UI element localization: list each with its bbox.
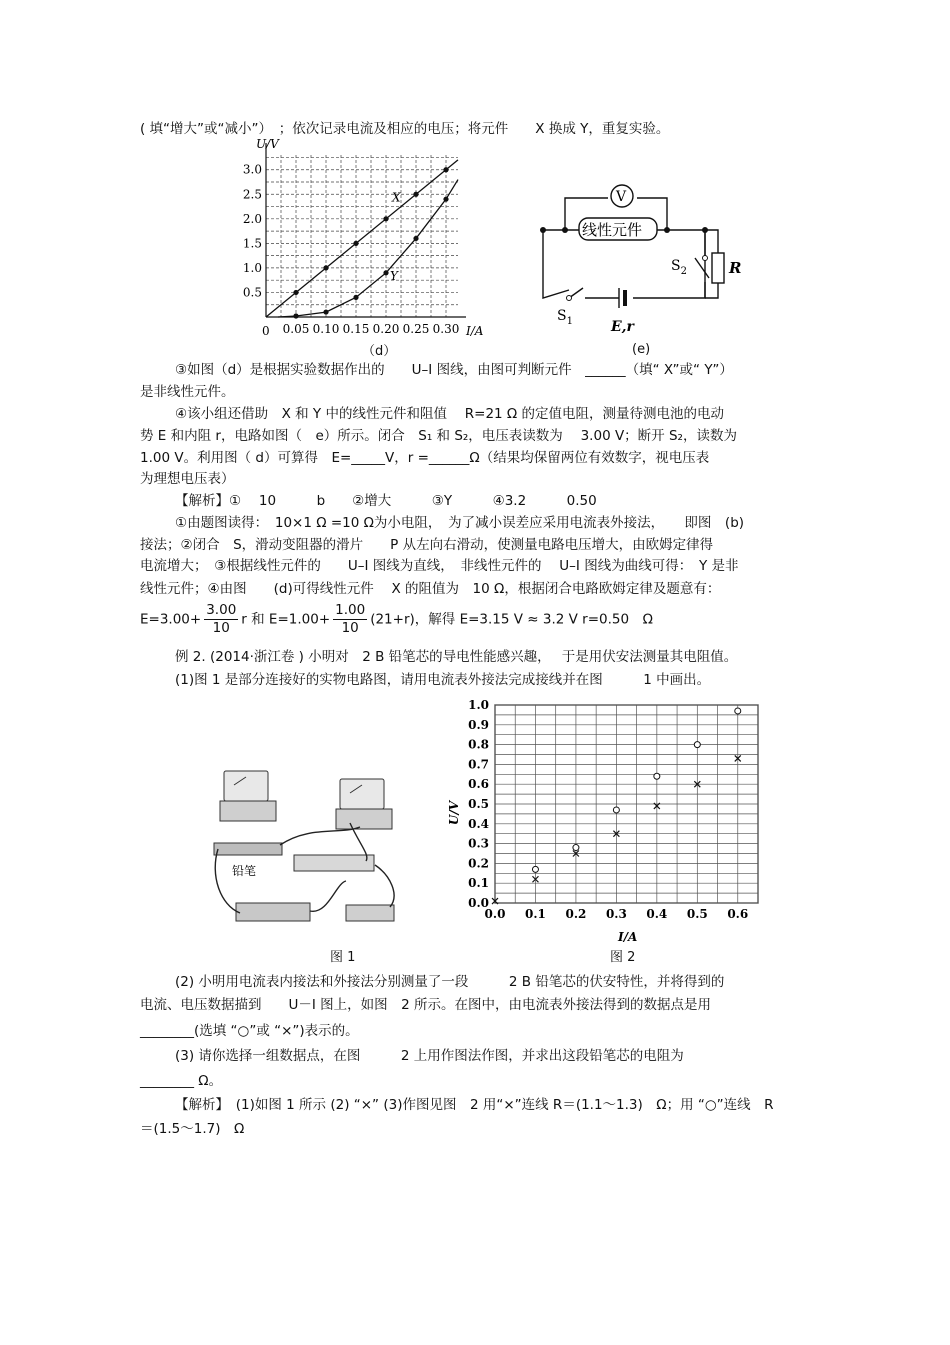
text-line: ③如图（d）是根据实验数据作出的 U–I 图线，由图可判断元件 ______（填“ X”或“ Y”）	[175, 362, 733, 378]
voltmeter-label: V	[616, 189, 627, 205]
text-line: 【解析】① 10 b ②增大 ③Y ④3.2 0.50	[175, 493, 597, 509]
chart-fig2-point-circle	[654, 773, 660, 779]
text-line: 线性元件；④由图 (d)可得线性元件 X 的阻值为 10 Ω，根据闭合电路欧姆定律及题意有：	[140, 581, 721, 597]
text-line: 为理想电压表）	[140, 471, 235, 487]
chart-fig2-xtick: 0.6	[727, 907, 749, 921]
chart-fig2	[440, 695, 770, 945]
text-line: 接法；②闭合 S，滑动变阻器的滑片 P 从左向右滑动，使测量电路电压增大，由欧姆定律得	[140, 537, 714, 553]
formula-part: r 和 E=1.00+	[241, 611, 331, 628]
s1-label: $S_1$	[557, 308, 573, 327]
chart-d-point-y	[353, 295, 358, 300]
text-line: 电流、电压数据描到 U－I 图上，如图 2 所示。在图中，由电流表外接法得到的数据点是用	[140, 997, 712, 1013]
chart-d-xtick: 0.10	[312, 322, 340, 336]
chart-d-point-x	[443, 167, 448, 172]
fraction-1: $\frac{3.00}{10}$	[206, 602, 237, 636]
text-line: 是非线性元件。	[140, 384, 235, 400]
caption-d: （d）	[362, 344, 397, 359]
chart-d-xlabel: I/A	[466, 324, 484, 338]
text-line: ________ Ω。	[140, 1073, 223, 1089]
chart-fig2-xtick: 0.1	[525, 907, 546, 921]
chart-fig2-ytick: 0.7	[468, 757, 489, 772]
element-label: 线性元件	[582, 221, 643, 239]
text-line: (1)图 1 是部分连接好的实物电路图，请用电流表外接法完成接线并在图 1 中画出。	[175, 672, 711, 688]
chart-d-ytick: 2.5	[242, 187, 262, 202]
chart-fig2-point-circle	[573, 845, 579, 851]
chart-fig2-xtick: 0.0	[484, 907, 506, 921]
chart-d-xtick: 0.30	[432, 322, 460, 336]
s2-label: $S_2$	[671, 258, 687, 277]
chart-fig2-xtick: 0.2	[565, 907, 587, 921]
chart-d-origin: 0	[262, 324, 270, 338]
chart-fig2-ytick: 0.3	[468, 836, 489, 851]
chart-d-ytick: 1.5	[242, 236, 262, 251]
text-line: 【解析】 (1)如图 1 所示 (2) “×” (3)作图见图 2 用“×”连线 R＝(1.1～1.3) Ω；用 “○”连线 R	[175, 1097, 774, 1113]
chart-d-point-x	[293, 290, 298, 295]
chart-fig2-xtick: 0.3	[605, 907, 627, 921]
chart-d-point-x	[413, 192, 418, 197]
chart-d-xtick: 0.15	[342, 322, 370, 336]
chart-d	[238, 135, 490, 340]
text-line: ④该小组还借助 X 和 Y 中的线性元件和阻值 R=21 Ω 的定值电阻，测量待测电池的电动	[175, 406, 725, 422]
figure-1-photo	[210, 765, 420, 930]
chart-fig2-ytick: 1.0	[468, 698, 489, 712]
chart-fig2-ytick: 0.2	[468, 856, 489, 871]
formula-part: E=3.00+	[140, 611, 202, 628]
text-line: ________(选填 “○”或 “×”)表示的。	[140, 1023, 359, 1039]
chart-fig2-xtick: 0.5	[686, 907, 708, 921]
circuit-e	[535, 178, 745, 333]
fraction-2: $\frac{1.00}{10}$	[335, 602, 366, 636]
chart-d-xtick: 0.20	[372, 322, 400, 336]
text-line: 例 2. (2014·浙江卷 ) 小明对 2 B 铅笔芯的导电性能感兴趣， 于是用伏安法测量其电阻值。	[175, 649, 738, 665]
chart-fig2-ytick: 0.0	[468, 896, 489, 910]
caption-fig2: 图 2	[610, 950, 636, 965]
text-line: 势 E 和内阻 r，电路如图（ e）所示。闭合 S₁ 和 S₂，电压表读数为 3.00 V；断开 S₂，读数为	[140, 428, 737, 444]
chart-fig2-point-circle	[613, 807, 619, 813]
chart-fig2-ytick: 0.4	[468, 816, 489, 831]
text-line: (2) 小明用电流表内接法和外接法分别测量了一段 2 B 铅笔芯的伏安特性，并将得到的	[175, 974, 725, 990]
chart-d-ytick: 2.0	[242, 211, 262, 226]
chart-fig2-ytick: 0.5	[468, 797, 489, 811]
chart-d-series-x-label: X	[392, 190, 401, 205]
chart-d-point-y	[383, 270, 388, 275]
chart-d-point-y	[323, 309, 328, 314]
chart-d-ytick: 0.5	[242, 285, 262, 300]
chart-d-series-y-label: Y	[390, 269, 398, 284]
text-line: (3) 请你选择一组数据点，在图 2 上用作图法作图，并求出这段铅笔芯的电阻为	[175, 1048, 684, 1064]
chart-d-point-y	[443, 197, 448, 202]
chart-fig2-ytick: 0.1	[468, 876, 489, 891]
formula-line	[140, 602, 653, 637]
chart-fig2-ylabel: U/V	[447, 800, 461, 826]
formula-part: (21+r)，解得 E=3.15 V ≈ 3.2 V r=0.50 Ω	[370, 611, 653, 628]
chart-fig2-ytick: 0.9	[468, 717, 489, 732]
text-line: 电流增大； ③根据线性元件的 U–I 图线为直线， 非线性元件的 U–I 图线为曲线可得： Y 是非	[140, 558, 739, 574]
chart-d-point-x	[383, 216, 388, 221]
battery-label: E,r	[611, 319, 634, 333]
chart-fig2-ytick: 0.8	[468, 737, 489, 752]
chart-d-point-x	[323, 265, 328, 270]
caption-fig1: 图 1	[330, 950, 356, 965]
caption-e: (e)	[632, 342, 651, 357]
r-label: R	[729, 259, 742, 277]
chart-fig2-xtick: 0.4	[646, 907, 668, 921]
chart-fig2-xlabel: I/A	[618, 930, 638, 944]
text-line: ＝(1.5～1.7) Ω	[140, 1121, 245, 1137]
chart-d-point-y	[293, 313, 298, 318]
chart-d-xtick: 0.25	[402, 322, 430, 336]
text-line: ( 填“增大”或“减小”） ；依次记录电流及相应的电压；将元件 X 换成 Y，重复实验。	[140, 121, 670, 137]
chart-d-ytick: 1.0	[242, 260, 262, 275]
chart-fig2-ytick: 0.6	[468, 777, 489, 792]
chart-fig2-point-circle	[532, 866, 538, 872]
chart-d-point-x	[353, 241, 358, 246]
photo-label-pencil: 铅笔	[232, 864, 257, 878]
text-line: ①由题图读得： 10×1 Ω =10 Ω为小电阻， 为了减小误差应采用电流表外接法， 即图 (b)	[175, 515, 745, 531]
chart-fig2-point-circle	[735, 708, 741, 714]
chart-d-xtick: 0.05	[282, 322, 310, 336]
text-line: 1.00 V。利用图（ d）可算得 E=_____V，r =______Ω（结果均保留两位有效数字，视电压表	[140, 450, 710, 466]
chart-d-ytick: 3.0	[242, 162, 262, 177]
chart-fig2-point-circle	[694, 742, 700, 748]
chart-d-ylabel: U/V	[256, 137, 279, 151]
chart-d-point-y	[413, 236, 418, 241]
